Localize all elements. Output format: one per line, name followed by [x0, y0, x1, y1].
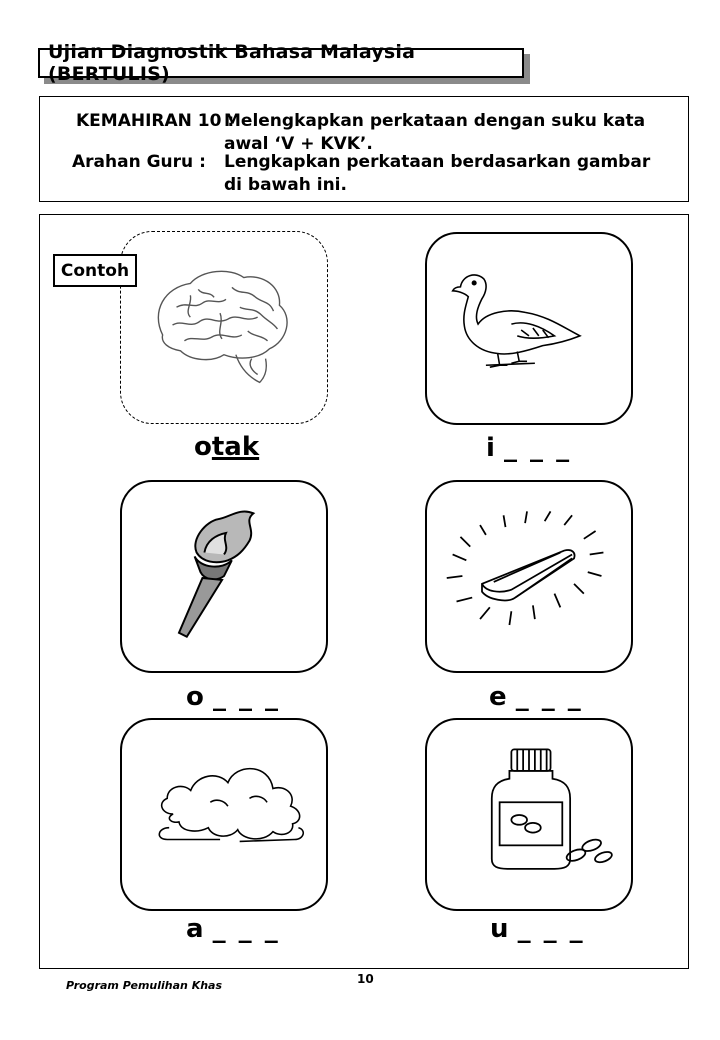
brain-icon — [121, 232, 327, 423]
picture-card-eraser — [425, 480, 633, 673]
page-title-text: Ujian Diagnostik Bahasa Malaysia (BERTULIS) — [48, 41, 416, 85]
answer-prefix: i — [486, 433, 495, 463]
picture-card-medicine — [425, 718, 633, 911]
picture-card-torch — [120, 480, 328, 673]
example-word — [194, 432, 259, 462]
instruction-box — [39, 96, 689, 202]
torch-icon — [122, 482, 326, 671]
eraser-icon — [427, 482, 631, 671]
answer-prefix: u — [490, 914, 509, 944]
skill-label: KEMAHIRAN 10 : — [76, 111, 235, 131]
answer-blanks: _ _ _ — [212, 914, 280, 944]
answer-blanks: _ _ _ — [212, 682, 281, 712]
picture-card-duck — [425, 232, 633, 425]
page-title — [38, 41, 524, 85]
answer-line-4 — [186, 914, 280, 944]
medicine-bottle-icon — [427, 720, 631, 909]
example-label — [53, 254, 137, 287]
answer-prefix: e — [489, 682, 507, 712]
skill-text-line2: awal ‘V + KVK’. — [224, 134, 373, 154]
answer-prefix: a — [186, 914, 204, 944]
page-number: 10 — [357, 972, 374, 986]
answer-line-1 — [486, 433, 571, 463]
cloud-icon — [122, 720, 326, 909]
example-label-text: Contoh — [60, 260, 130, 281]
answer-blanks: _ _ _ — [515, 682, 583, 712]
answer-blanks: _ _ _ — [503, 433, 572, 463]
answer-prefix: o — [186, 682, 204, 712]
teacher-label: Arahan Guru : — [72, 152, 206, 172]
duck-icon — [427, 234, 631, 423]
teacher-text-line1: Lengkapkan perkataan berdasarkan gambar — [224, 152, 651, 172]
answer-blanks: _ _ _ — [517, 914, 585, 944]
teacher-text-line2: di bawah ini. — [224, 175, 347, 195]
answer-line-2 — [186, 682, 280, 712]
footer-program: Program Pemulihan Khas — [66, 979, 223, 992]
picture-card-cloud — [120, 718, 328, 911]
example-word-suffix: tak — [211, 432, 260, 462]
skill-text-line1: Melengkapkan perkataan dengan suku kata — [224, 111, 646, 131]
answer-line-5 — [490, 914, 585, 944]
answer-line-3 — [489, 682, 583, 712]
example-card — [120, 231, 328, 424]
example-word-prefix: o — [194, 432, 212, 462]
